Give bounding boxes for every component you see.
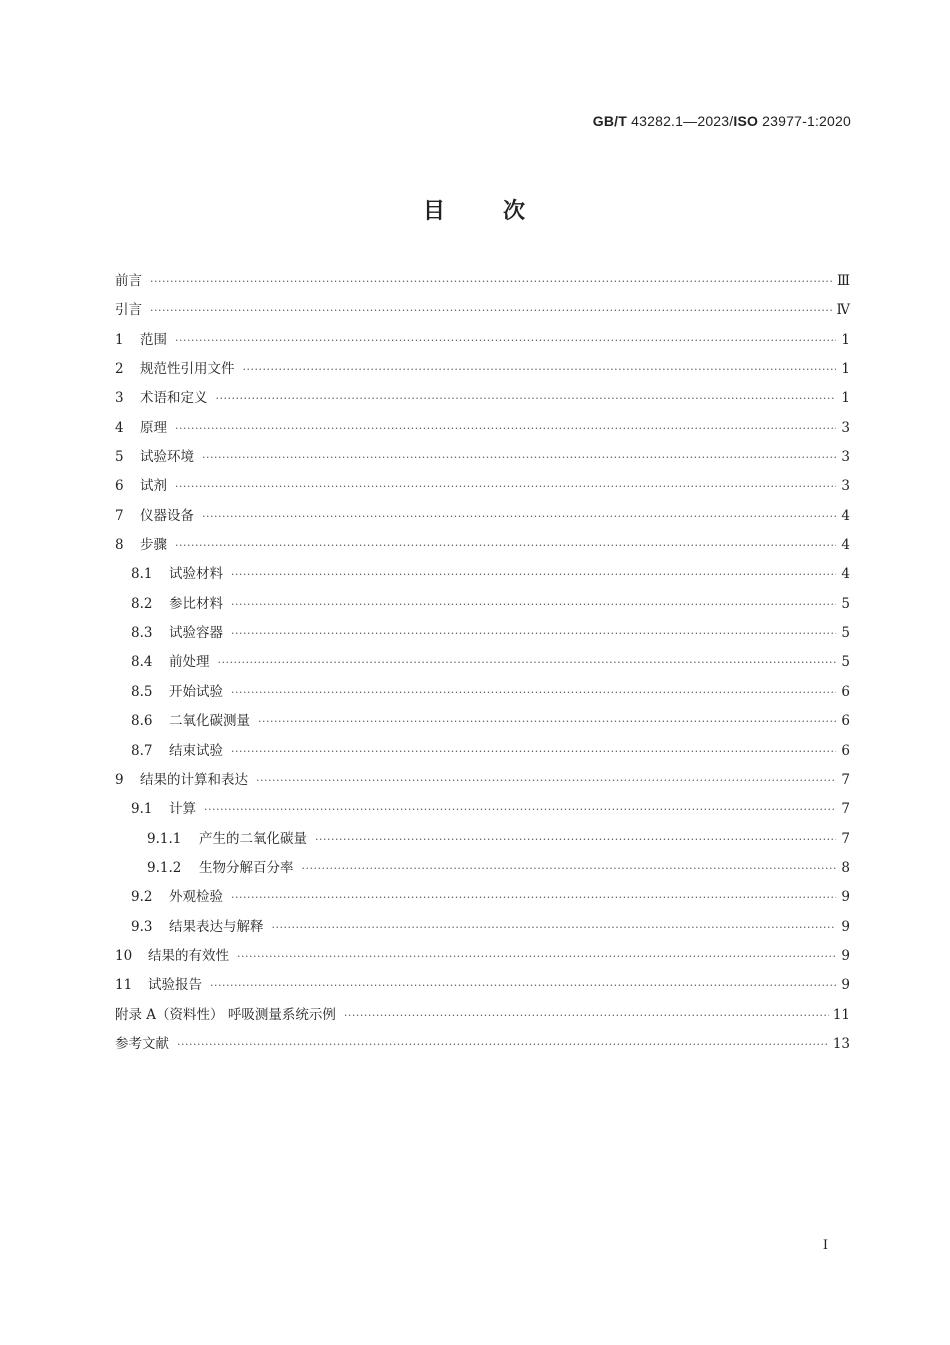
toc-entry-label: 原理 xyxy=(140,419,167,436)
toc-entry-number: 8.6 xyxy=(131,713,153,730)
toc-leader-dots xyxy=(175,334,836,347)
toc-entry-number: 8.2 xyxy=(131,595,153,612)
toc-entry-page: 4 xyxy=(841,507,850,524)
toc-entry[interactable] xyxy=(115,298,850,327)
toc-entry-page: 9 xyxy=(841,977,850,994)
toc-entry[interactable] xyxy=(115,357,850,386)
toc-entry-number: 8 xyxy=(115,537,124,554)
toc-entry[interactable] xyxy=(115,856,850,885)
toc-entry-number: 2 xyxy=(115,361,124,378)
std-iso: ISO xyxy=(733,113,759,129)
toc-entry-page: 9 xyxy=(841,889,850,906)
toc-entry-number: 8.3 xyxy=(131,625,153,642)
toc-entry[interactable] xyxy=(115,739,850,768)
toc-entry-page: 7 xyxy=(841,801,850,818)
toc-entry-number: 9 xyxy=(115,771,124,788)
toc-entry-number: 3 xyxy=(115,390,124,407)
toc-entry-page: 11 xyxy=(832,1006,850,1023)
toc-leader-dots xyxy=(237,950,836,963)
toc-entry-number: 1 xyxy=(115,331,124,348)
toc-entry-page: 9 xyxy=(841,947,850,964)
toc-entry-page: 3 xyxy=(841,449,850,466)
toc-entry[interactable] xyxy=(115,973,850,1002)
toc-entry-number: 9.2 xyxy=(131,889,153,906)
toc-entry-label: 试验容器 xyxy=(169,625,223,642)
toc-entry-page: 1 xyxy=(841,361,850,378)
toc-entry-label: 参比材料 xyxy=(169,595,223,612)
toc-entry[interactable] xyxy=(115,592,850,621)
toc-entry[interactable] xyxy=(115,650,850,679)
toc-entry-number: 4 xyxy=(115,419,124,436)
title-char-1: 目 xyxy=(422,199,447,224)
toc-entry-page: 3 xyxy=(841,419,850,436)
toc-leader-dots xyxy=(210,979,836,992)
toc-entry-label: 试剂 xyxy=(140,478,167,495)
toc-entry-page: Ⅲ xyxy=(836,273,850,289)
toc-entry[interactable] xyxy=(115,504,850,533)
toc-entry-label: 规范性引用文件 xyxy=(140,361,235,378)
page-title xyxy=(0,194,950,225)
toc-entry[interactable] xyxy=(115,386,850,415)
toc-leader-dots xyxy=(272,921,837,934)
toc-leader-dots xyxy=(258,715,836,728)
toc-leader-dots xyxy=(150,304,833,317)
toc-leader-dots xyxy=(231,627,836,640)
toc-leader-dots xyxy=(175,539,836,552)
std-iso-number: 23977-1:2020 xyxy=(758,113,851,129)
toc-leader-dots xyxy=(243,363,837,376)
toc-entry[interactable] xyxy=(115,885,850,914)
toc-entry-page: 8 xyxy=(841,859,850,876)
toc-entry-label: 范围 xyxy=(140,331,167,348)
toc-entry-label: 外观检验 xyxy=(169,889,223,906)
toc-entry-page: 1 xyxy=(841,331,850,348)
toc-entry-page: 4 xyxy=(841,566,850,583)
toc-entry[interactable] xyxy=(115,621,850,650)
toc-entry[interactable] xyxy=(115,944,850,973)
toc-entry-page: 6 xyxy=(841,713,850,730)
std-prefix: GB/T xyxy=(592,113,628,129)
toc-entry-label: 参考文献 xyxy=(115,1035,169,1052)
toc-entry-number: 9.1.1 xyxy=(147,830,182,847)
toc-entry[interactable] xyxy=(115,445,850,474)
toc-entry[interactable] xyxy=(115,709,850,738)
toc-entry-page: 1 xyxy=(841,390,850,407)
title-char-2: 次 xyxy=(503,199,528,224)
toc-entry-page: 7 xyxy=(841,830,850,847)
table-of-contents xyxy=(115,269,850,1061)
toc-entry-label: 仪器设备 xyxy=(140,507,194,524)
toc-leader-dots xyxy=(231,745,836,758)
toc-entry-page: Ⅳ xyxy=(836,302,850,319)
standard-code xyxy=(593,113,851,129)
toc-entry-page: 3 xyxy=(841,478,850,495)
toc-leader-dots xyxy=(231,686,836,699)
toc-entry-number: 9.1 xyxy=(131,801,153,818)
toc-entry-page: 7 xyxy=(841,771,850,788)
toc-entry-label: 开始试验 xyxy=(169,683,223,700)
toc-entry-number: 10 xyxy=(115,947,133,964)
toc-entry[interactable] xyxy=(115,915,850,944)
toc-entry[interactable] xyxy=(115,1032,850,1061)
toc-entry-number: 8.5 xyxy=(131,683,153,700)
toc-entry[interactable] xyxy=(115,533,850,562)
toc-entry-label: 步骤 xyxy=(140,537,167,554)
toc-entry-label: 引言 xyxy=(115,302,142,319)
toc-entry-number: 8.7 xyxy=(131,742,153,759)
toc-entry-label: 生物分解百分率 xyxy=(199,859,294,876)
std-number: 43282.1—2023/ xyxy=(627,113,734,129)
toc-entry-label: 结果表达与解释 xyxy=(169,918,264,935)
toc-leader-dots xyxy=(231,891,836,904)
toc-leader-dots xyxy=(175,480,836,493)
toc-leader-dots xyxy=(175,422,836,435)
toc-entry-number: 7 xyxy=(115,507,124,524)
toc-leader-dots xyxy=(150,275,833,288)
toc-entry[interactable] xyxy=(115,474,850,503)
toc-entry-label: 附录 A（资料性） 呼吸测量系统示例 xyxy=(115,1006,336,1023)
toc-entry-number: 5 xyxy=(115,449,124,466)
toc-entry[interactable] xyxy=(115,416,850,445)
toc-entry-label: 二氧化碳测量 xyxy=(169,713,250,730)
toc-entry[interactable] xyxy=(115,768,850,797)
toc-entry-number: 8.1 xyxy=(131,566,153,583)
toc-entry-page: 5 xyxy=(841,654,850,671)
page-number: I xyxy=(822,1238,828,1253)
toc-entry-label: 结果的有效性 xyxy=(148,947,229,964)
toc-entry[interactable] xyxy=(115,797,850,826)
toc-entry-number: 11 xyxy=(115,977,133,994)
toc-leader-dots xyxy=(344,1009,829,1022)
toc-entry-label: 试验报告 xyxy=(148,977,202,994)
toc-entry-label: 结束试验 xyxy=(169,742,223,759)
toc-leader-dots xyxy=(204,803,836,816)
toc-entry[interactable] xyxy=(115,328,850,357)
toc-entry-label: 结果的计算和表达 xyxy=(140,771,248,788)
toc-leader-dots xyxy=(218,656,837,669)
toc-entry-page: 5 xyxy=(841,595,850,612)
toc-entry-label: 产生的二氧化碳量 xyxy=(199,830,307,847)
toc-leader-dots xyxy=(216,392,837,405)
toc-leader-dots xyxy=(202,510,836,523)
toc-entry[interactable] xyxy=(115,827,850,856)
toc-leader-dots xyxy=(231,568,836,581)
toc-leader-dots xyxy=(302,862,837,875)
toc-entry-page: 13 xyxy=(832,1035,850,1052)
toc-entry-label: 试验环境 xyxy=(140,449,194,466)
toc-entry-page: 6 xyxy=(841,683,850,700)
toc-entry-number: 9.3 xyxy=(131,918,153,935)
toc-entry[interactable] xyxy=(115,269,850,298)
toc-leader-dots xyxy=(231,598,836,611)
toc-entry-label: 术语和定义 xyxy=(140,390,208,407)
toc-entry-number: 6 xyxy=(115,478,124,495)
toc-entry[interactable] xyxy=(115,562,850,591)
toc-entry-number: 8.4 xyxy=(131,654,153,671)
toc-entry-label: 前处理 xyxy=(169,654,210,671)
toc-entry[interactable] xyxy=(115,680,850,709)
toc-entry-label: 试验材料 xyxy=(169,566,223,583)
toc-leader-dots xyxy=(315,833,836,846)
toc-entry[interactable] xyxy=(115,1003,850,1032)
toc-leader-dots xyxy=(256,774,836,787)
toc-entry-page: 5 xyxy=(841,625,850,642)
toc-leader-dots xyxy=(177,1038,829,1051)
toc-entry-page: 9 xyxy=(841,918,850,935)
toc-entry-page: 4 xyxy=(841,537,850,554)
toc-entry-label: 计算 xyxy=(169,801,196,818)
toc-leader-dots xyxy=(202,451,836,464)
toc-entry-label: 前言 xyxy=(115,273,142,289)
toc-entry-number: 9.1.2 xyxy=(147,859,182,876)
toc-entry-page: 6 xyxy=(841,742,850,759)
